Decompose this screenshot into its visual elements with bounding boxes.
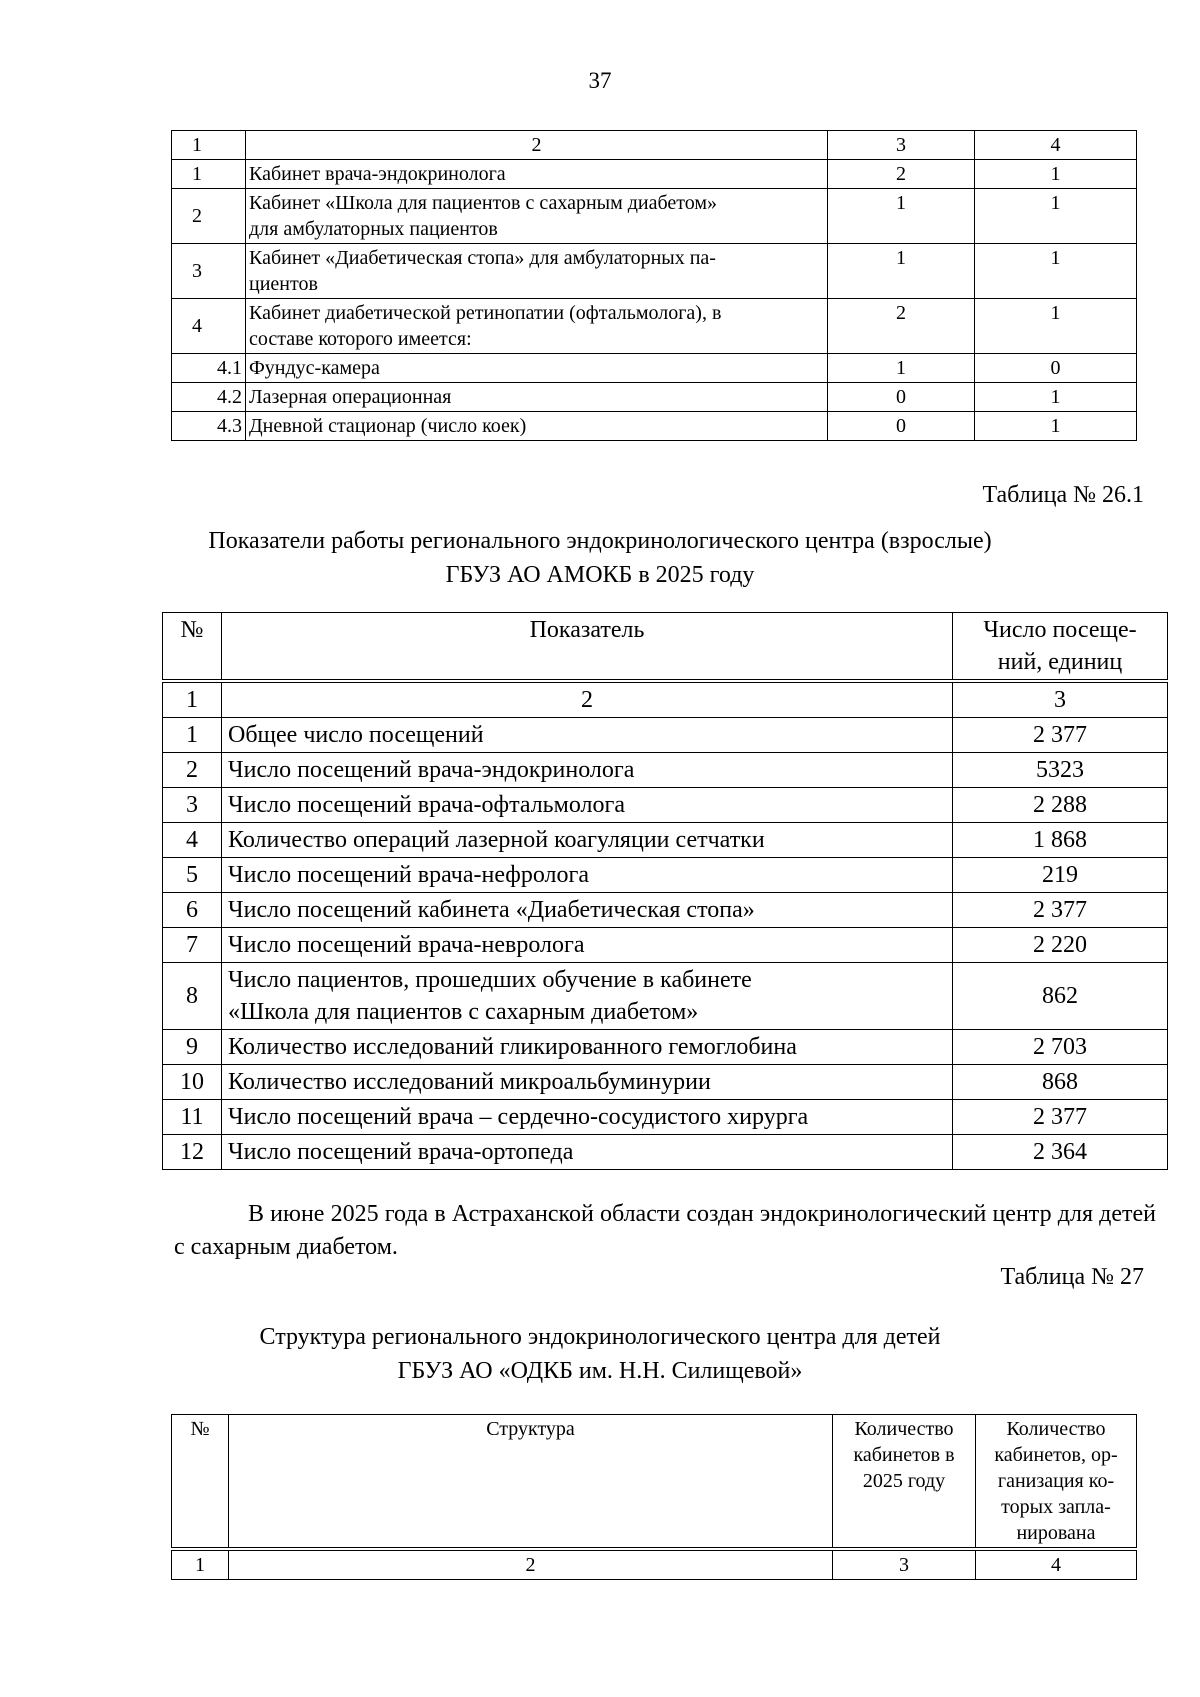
table-27 <box>171 1414 1137 1580</box>
table-26-1 <box>162 612 1168 1170</box>
table-index-row <box>163 683 1168 718</box>
header-line: Количество <box>1006 1418 1106 1440</box>
header-line: ний, единиц <box>997 649 1123 675</box>
row-number: 4 <box>163 823 222 858</box>
row-value: 2 <box>828 160 975 189</box>
row-value: 2 364 <box>953 1135 1168 1170</box>
table-title-line: ГБУЗ АО «ОДКБ им. Н.Н. Силищевой» <box>397 1358 803 1384</box>
table-row <box>172 383 1137 412</box>
row-value: 1 <box>828 354 975 383</box>
row-value: 1 <box>975 189 1137 244</box>
row-number: 1 <box>172 160 246 189</box>
row-name <box>246 244 828 299</box>
row-value: 2 288 <box>953 788 1168 823</box>
row-value: 219 <box>953 858 1168 893</box>
row-value: 1 <box>975 160 1137 189</box>
row-number: 6 <box>163 893 222 928</box>
row-number: 11 <box>163 1100 222 1135</box>
row-name-line: Кабинет «Диабетическая стопа» для амбулаторных па- <box>249 247 716 269</box>
row-value: 0 <box>975 354 1137 383</box>
table-row <box>163 718 1168 753</box>
header-line: кабинетов в <box>853 1444 955 1466</box>
row-number: 4.2 <box>172 383 246 412</box>
header-cell: 1 <box>172 131 246 160</box>
header-cell: 2 <box>246 131 828 160</box>
index-cell: 3 <box>953 683 1168 718</box>
row-number: 4 <box>172 299 246 354</box>
table-header-row <box>163 613 1168 680</box>
header-cell-number: № <box>163 613 222 680</box>
index-cell: 1 <box>172 1551 229 1580</box>
row-value: 2 377 <box>953 718 1168 753</box>
row-name-line: циентов <box>249 273 318 295</box>
row-value: 1 <box>828 244 975 299</box>
row-indicator: Число посещений врача – сердечно-сосудистого хирурга <box>222 1100 953 1135</box>
body-paragraph: В июне 2025 года в Астраханской области создан эндокринологический центр для детей с сахарным диабетом. <box>174 1201 1156 1260</box>
row-value: 0 <box>828 383 975 412</box>
table-row <box>172 160 1137 189</box>
row-value: 1 <box>975 412 1137 441</box>
table-row <box>163 1135 1168 1170</box>
row-indicator: Число посещений врача-офтальмолога <box>222 788 953 823</box>
table-title <box>0 1320 1200 1388</box>
table-row <box>163 1065 1168 1100</box>
table-title-line: Показатели работы регионального эндокринологического центра (взрослые) <box>208 528 992 554</box>
header-line: кабинетов, ор- <box>994 1444 1118 1466</box>
row-indicator: Количество исследований микроальбуминурии <box>222 1065 953 1100</box>
row-number: 2 <box>172 189 246 244</box>
row-value: 862 <box>953 963 1168 1030</box>
header-line: ганизация ко- <box>997 1470 1115 1492</box>
table-row <box>172 354 1137 383</box>
row-name: Лазерная операционная <box>246 383 828 412</box>
row-name-line: Кабинет диабетической ретинопатии (офтальмолога), в <box>249 302 722 324</box>
row-value: 868 <box>953 1065 1168 1100</box>
row-value: 2 377 <box>953 893 1168 928</box>
header-line: нирована <box>1016 1522 1096 1544</box>
row-number: 7 <box>163 928 222 963</box>
header-line: Количество <box>854 1418 954 1440</box>
table-title <box>0 524 1200 592</box>
row-indicator <box>222 963 953 1030</box>
index-cell: 3 <box>833 1551 976 1580</box>
row-indicator: Количество исследований гликированного гемоглобина <box>222 1030 953 1065</box>
row-value: 1 <box>975 299 1137 354</box>
row-name <box>246 299 828 354</box>
table-index-row <box>172 1551 1137 1580</box>
row-number: 4.1 <box>172 354 246 383</box>
table-row <box>163 1030 1168 1065</box>
row-number: 3 <box>172 244 246 299</box>
row-value: 1 <box>975 244 1137 299</box>
table-label: Таблица № 26.1 <box>982 482 1144 508</box>
row-number: 3 <box>163 788 222 823</box>
row-name: Фундус-камера <box>246 354 828 383</box>
header-cell-number: № <box>172 1415 229 1548</box>
table-row <box>163 1100 1168 1135</box>
table-title-line: Структура регионального эндокринологического центра для детей <box>259 1324 941 1350</box>
header-cell-indicator: Показатель <box>222 613 953 680</box>
row-indicator: Число посещений врача-невролога <box>222 928 953 963</box>
row-number: 8 <box>163 963 222 1030</box>
table-row <box>172 244 1137 299</box>
row-name: Дневной стационар (число коек) <box>246 412 828 441</box>
row-indicator: Число посещений кабинета «Диабетическая стопа» <box>222 893 953 928</box>
row-value: 1 <box>828 189 975 244</box>
row-value: 2 377 <box>953 1100 1168 1135</box>
row-indicator: Число посещений врача-эндокринолога <box>222 753 953 788</box>
header-cell: 3 <box>828 131 975 160</box>
row-indicator: Общее число посещений <box>222 718 953 753</box>
header-cell-structure: Структура <box>229 1415 833 1548</box>
row-name-line: Кабинет «Школа для пациентов с сахарным диабетом» <box>249 192 718 214</box>
header-cell: 4 <box>975 131 1137 160</box>
table-label: Таблица № 27 <box>1000 1264 1144 1290</box>
table-row <box>163 963 1168 1030</box>
row-number: 10 <box>163 1065 222 1100</box>
table-header-row <box>172 1415 1137 1548</box>
row-name-line: для амбулаторных пациентов <box>249 218 498 240</box>
table-row <box>172 189 1137 244</box>
table-row <box>163 823 1168 858</box>
row-indicator: Число посещений врача-нефролога <box>222 858 953 893</box>
table-continued <box>171 130 1137 441</box>
header-cell-count-planned <box>976 1415 1137 1548</box>
table-row <box>163 928 1168 963</box>
row-name: Кабинет врача-эндокринолога <box>246 160 828 189</box>
row-number: 1 <box>163 718 222 753</box>
row-number: 5 <box>163 858 222 893</box>
index-cell: 2 <box>222 683 953 718</box>
row-indicator: Число посещений врача-ортопеда <box>222 1135 953 1170</box>
row-value: 2 <box>828 299 975 354</box>
index-cell: 2 <box>229 1551 833 1580</box>
row-indicator-line: «Школа для пациентов с сахарным диабетом» <box>228 999 699 1025</box>
row-value: 1 <box>975 383 1137 412</box>
row-value: 5323 <box>953 753 1168 788</box>
header-cell-value <box>953 613 1168 680</box>
row-number: 2 <box>163 753 222 788</box>
table-row <box>163 858 1168 893</box>
row-number: 4.3 <box>172 412 246 441</box>
table-row <box>163 893 1168 928</box>
row-indicator-line: Число пациентов, прошедших обучение в кабинете <box>228 967 752 993</box>
table-title-line: ГБУЗ АО АМОКБ в 2025 году <box>445 562 755 588</box>
row-value: 1 868 <box>953 823 1168 858</box>
row-name <box>246 189 828 244</box>
header-line: 2025 году <box>862 1470 946 1492</box>
table-header-row <box>172 131 1137 160</box>
header-cell-count-2025 <box>833 1415 976 1548</box>
table-row <box>172 412 1137 441</box>
row-number: 9 <box>163 1030 222 1065</box>
row-value: 2 703 <box>953 1030 1168 1065</box>
row-value: 2 220 <box>953 928 1168 963</box>
header-line: Число посеще- <box>983 617 1137 643</box>
row-value: 0 <box>828 412 975 441</box>
page-number: 37 <box>588 68 612 93</box>
row-indicator: Количество операций лазерной коагуляции сетчатки <box>222 823 953 858</box>
table-row <box>163 788 1168 823</box>
header-line: торых запла- <box>1001 1496 1111 1518</box>
row-name-line: составе которого имеется: <box>249 328 472 350</box>
table-row <box>172 299 1137 354</box>
index-cell: 4 <box>976 1551 1137 1580</box>
row-number: 12 <box>163 1135 222 1170</box>
index-cell: 1 <box>163 683 222 718</box>
table-row <box>163 753 1168 788</box>
